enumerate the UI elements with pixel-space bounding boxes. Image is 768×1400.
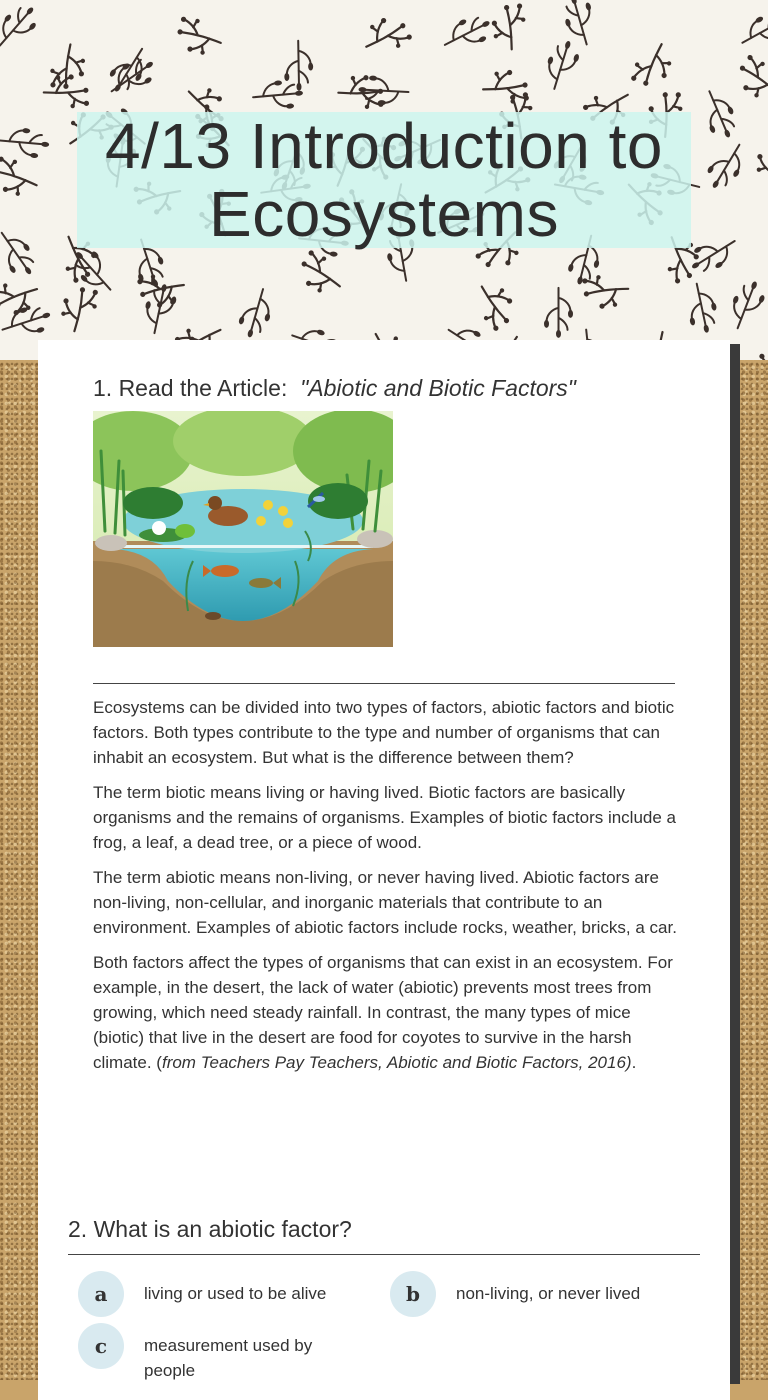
question-1-heading: [93, 375, 576, 402]
question-2-divider: [68, 1254, 700, 1255]
sprig-decoration: [696, 86, 742, 143]
article-divider: [93, 683, 675, 684]
pond-ecosystem-image: [93, 411, 393, 647]
sprig-decoration: [488, 2, 530, 52]
sprig-decoration: [174, 15, 224, 57]
sprig-decoration: [630, 38, 676, 91]
page-title: 4/13 Introduction to Ecosystems: [105, 110, 663, 250]
sprig-decoration: [467, 277, 522, 333]
sprig-decoration: [293, 248, 349, 299]
sprig-decoration: [0, 272, 44, 322]
page-header: [0, 0, 768, 360]
sprig-decoration: [59, 285, 99, 333]
sprig-decoration: [540, 37, 582, 93]
article-citation-end: .: [631, 1053, 637, 1072]
option-letter-c: c: [78, 1323, 124, 1369]
sprig-decoration: [683, 281, 722, 336]
article-text: [93, 695, 683, 1085]
article-title: "Abiotic and Biotic Factors": [300, 375, 576, 401]
sprig-decoration: [103, 41, 154, 99]
title-banner: [77, 112, 691, 248]
sprig-decoration: [757, 141, 768, 186]
article-paragraph-3: The term abiotic means non-living, or never having lived. Abiotic factors are non-living, non-cellular, and inorganic materials that contribute to an environment. Examples of abiotic factors include rocks, weather, bricks, a car.: [93, 868, 677, 937]
sprig-decoration: [0, 126, 50, 159]
sprig-decoration: [358, 9, 414, 62]
worksheet-paper: [38, 340, 730, 1400]
option-letter-a: a: [78, 1271, 124, 1317]
sprig-decoration: [559, 0, 601, 48]
sprig-decoration: [0, 225, 42, 283]
option-text-a: living or used to be alive: [144, 1284, 327, 1303]
sprig-decoration: [544, 288, 573, 338]
sprig-decoration: [252, 78, 304, 111]
sprig-decoration: [0, 0, 44, 55]
sprig-decoration: [701, 137, 752, 195]
option-text-c: measurement used by people: [144, 1336, 313, 1380]
answer-option-c[interactable]: [78, 1323, 344, 1383]
sprig-decoration: [235, 285, 277, 341]
sprig-decoration: [284, 41, 314, 91]
answer-option-b[interactable]: [390, 1271, 656, 1317]
sprig-decoration: [755, 334, 768, 360]
sprig-decoration: [581, 270, 631, 312]
sprig-decoration: [481, 67, 531, 109]
sprig-decoration: [724, 276, 768, 333]
article-paragraph-4: [93, 950, 683, 1075]
option-text-b: non-living, or never lived: [456, 1284, 641, 1303]
sprig-decoration: [731, 53, 768, 105]
sprig-decoration: [103, 51, 161, 103]
article-paragraph-4-body: Both factors affect the types of organisms that can exist in an ecosystem. For example, in the desert, the lack of water (abiotic) prevents most trees from growing, which need steady rainfall. In contrast, the many types of mice (biotic) that live in the desert are food for coyotes to survive in the harsh climate. (: [93, 953, 673, 1072]
sprig-decoration: [438, 9, 496, 58]
article-paragraph-2: The term biotic means living or having lived. Biotic factors are basically organisms and the remains of organisms. Examples of biotic factors include a frog, a leaf, a dead tree, or a piece of wood.: [93, 783, 676, 852]
question-1-prefix: 1. Read the Article:: [93, 375, 288, 401]
paper-shadow-edge: [730, 344, 740, 1384]
option-letter-b: b: [390, 1271, 436, 1317]
sprig-decoration: [0, 155, 42, 200]
answer-option-a[interactable]: [78, 1271, 344, 1317]
article-citation: from Teachers Pay Teachers, Abiotic and Biotic Factors, 2016): [161, 1053, 632, 1072]
sprig-decoration: [735, 6, 768, 56]
sprig-decoration: [50, 44, 86, 90]
question-2-heading: 2. What is an abiotic factor?: [68, 1216, 352, 1242]
article-paragraph-1: Ecosystems can be divided into two types of factors, abiotic factors and biotic factors. Both types contribute to the type and number of organisms that can inhabit an ecosystem. But what is the difference between them?: [93, 698, 675, 767]
